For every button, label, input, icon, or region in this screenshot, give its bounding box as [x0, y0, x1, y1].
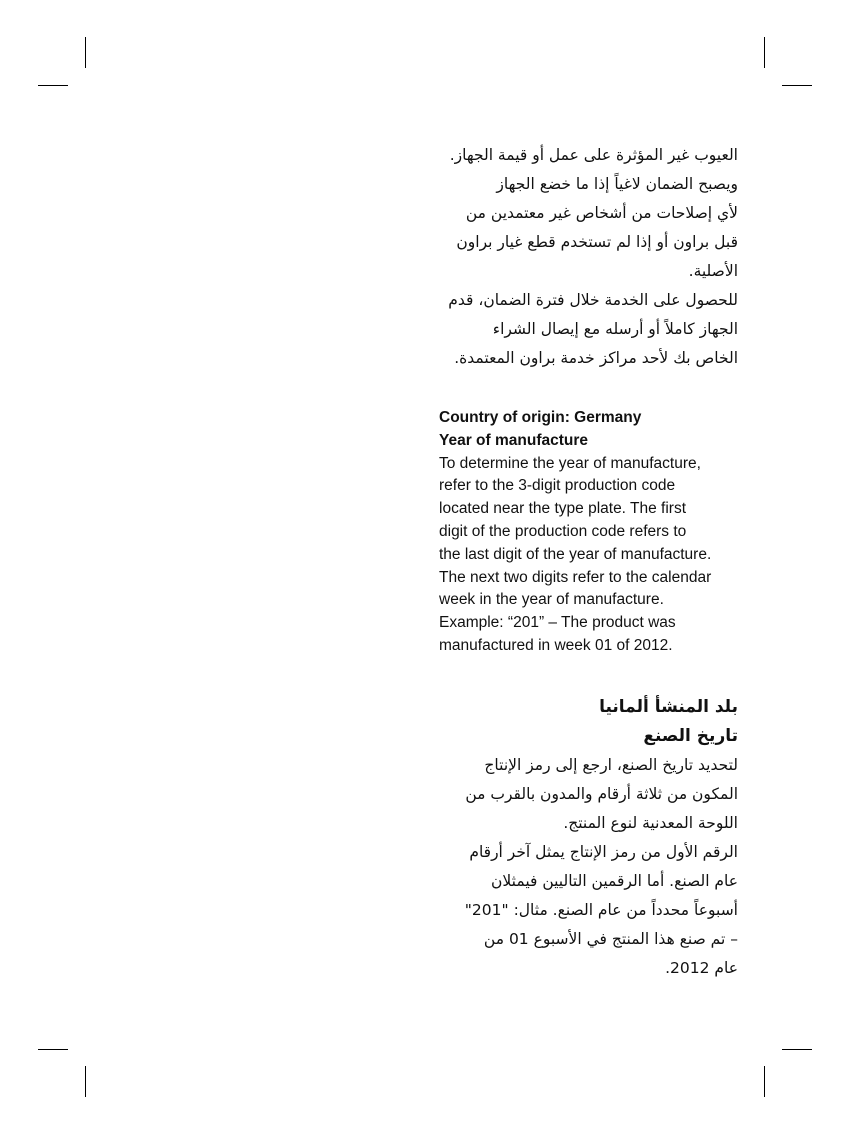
english-body-line: digit of the production code refers to: [439, 522, 687, 540]
crop-mark-top-right-vertical: [764, 37, 765, 68]
arabic-origin-section: [420, 693, 738, 983]
arabic-body-line: – تم صنع هذا المنتج في الأسبوع 01 من: [483, 930, 738, 948]
crop-mark-bottom-left-vertical: [85, 1066, 86, 1097]
country-of-origin-heading: Country of origin: Germany: [439, 409, 642, 426]
english-origin-section: [439, 407, 749, 658]
arabic-warranty-line: الجهاز كاملاً أو أرسله مع إيصال الشراء: [492, 320, 738, 338]
arabic-warranty-line: الأصلية.: [688, 262, 738, 280]
english-body-line: Example: “201” – The product was: [439, 614, 676, 632]
english-body-line: located near the type plate. The first: [439, 500, 687, 518]
year-of-manufacture-heading: Year of manufacture: [439, 431, 589, 449]
crop-mark-top-right-horizontal: [782, 85, 812, 86]
arabic-warranty-line: قبل براون أو إذا لم تستخدم قطع غيار براون: [456, 233, 738, 251]
arabic-warranty-line: ويصبح الضمان لاغياً إذا ما خضع الجهاز: [496, 175, 738, 193]
arabic-warranty-section: [420, 141, 738, 373]
arabic-year-heading: تاريخ الصنع: [643, 726, 738, 746]
arabic-warranty-line: العيوب غير المؤثرة على عمل أو قيمة الجهاز.: [449, 146, 738, 164]
crop-mark-bottom-left-horizontal: [38, 1049, 68, 1050]
arabic-body-line: أسبوعاً محدداً من عام الصنع. مثال: "201": [464, 901, 738, 919]
english-body-line: the last digit of the year of manufacture.: [439, 545, 712, 563]
arabic-warranty-line: لأي إصلاحات من أشخاص غير معتمدين من: [465, 204, 738, 222]
arabic-body-line: الرقم الأول من رمز الإنتاج يمثل آخر أرقام: [469, 843, 738, 861]
english-body-line: week in the year of manufacture.: [439, 591, 664, 609]
crop-mark-bottom-right-horizontal: [782, 1049, 812, 1050]
arabic-country-heading: بلد المنشأ ألمانيا: [599, 697, 738, 717]
arabic-body-line: عام 2012.: [665, 959, 738, 977]
arabic-body-line: اللوحة المعدنية لنوع المنتج.: [563, 814, 738, 832]
arabic-body-line: لتحديد تاريخ الصنع، ارجع إلى رمز الإنتاج: [484, 756, 738, 774]
english-body-line: refer to the 3-digit production code: [439, 477, 676, 495]
crop-mark-top-left-vertical: [85, 37, 86, 68]
english-body-line: The next two digits refer to the calendar: [439, 568, 712, 586]
arabic-warranty-line: الخاص بك لأحد مراكز خدمة براون المعتمدة.: [454, 349, 738, 367]
english-body-line: To determine the year of manufacture,: [439, 454, 701, 472]
crop-mark-top-left-horizontal: [38, 85, 68, 86]
arabic-body-line: عام الصنع. أما الرقمين التاليين فيمثلان: [491, 872, 738, 890]
crop-mark-bottom-right-vertical: [764, 1066, 765, 1097]
arabic-body-line: المكون من ثلاثة أرقام والمدون بالقرب من: [465, 785, 738, 803]
english-body-line: manufactured in week 01 of 2012.: [439, 636, 673, 654]
arabic-warranty-line: للحصول على الخدمة خلال فترة الضمان، قدم: [448, 291, 738, 309]
